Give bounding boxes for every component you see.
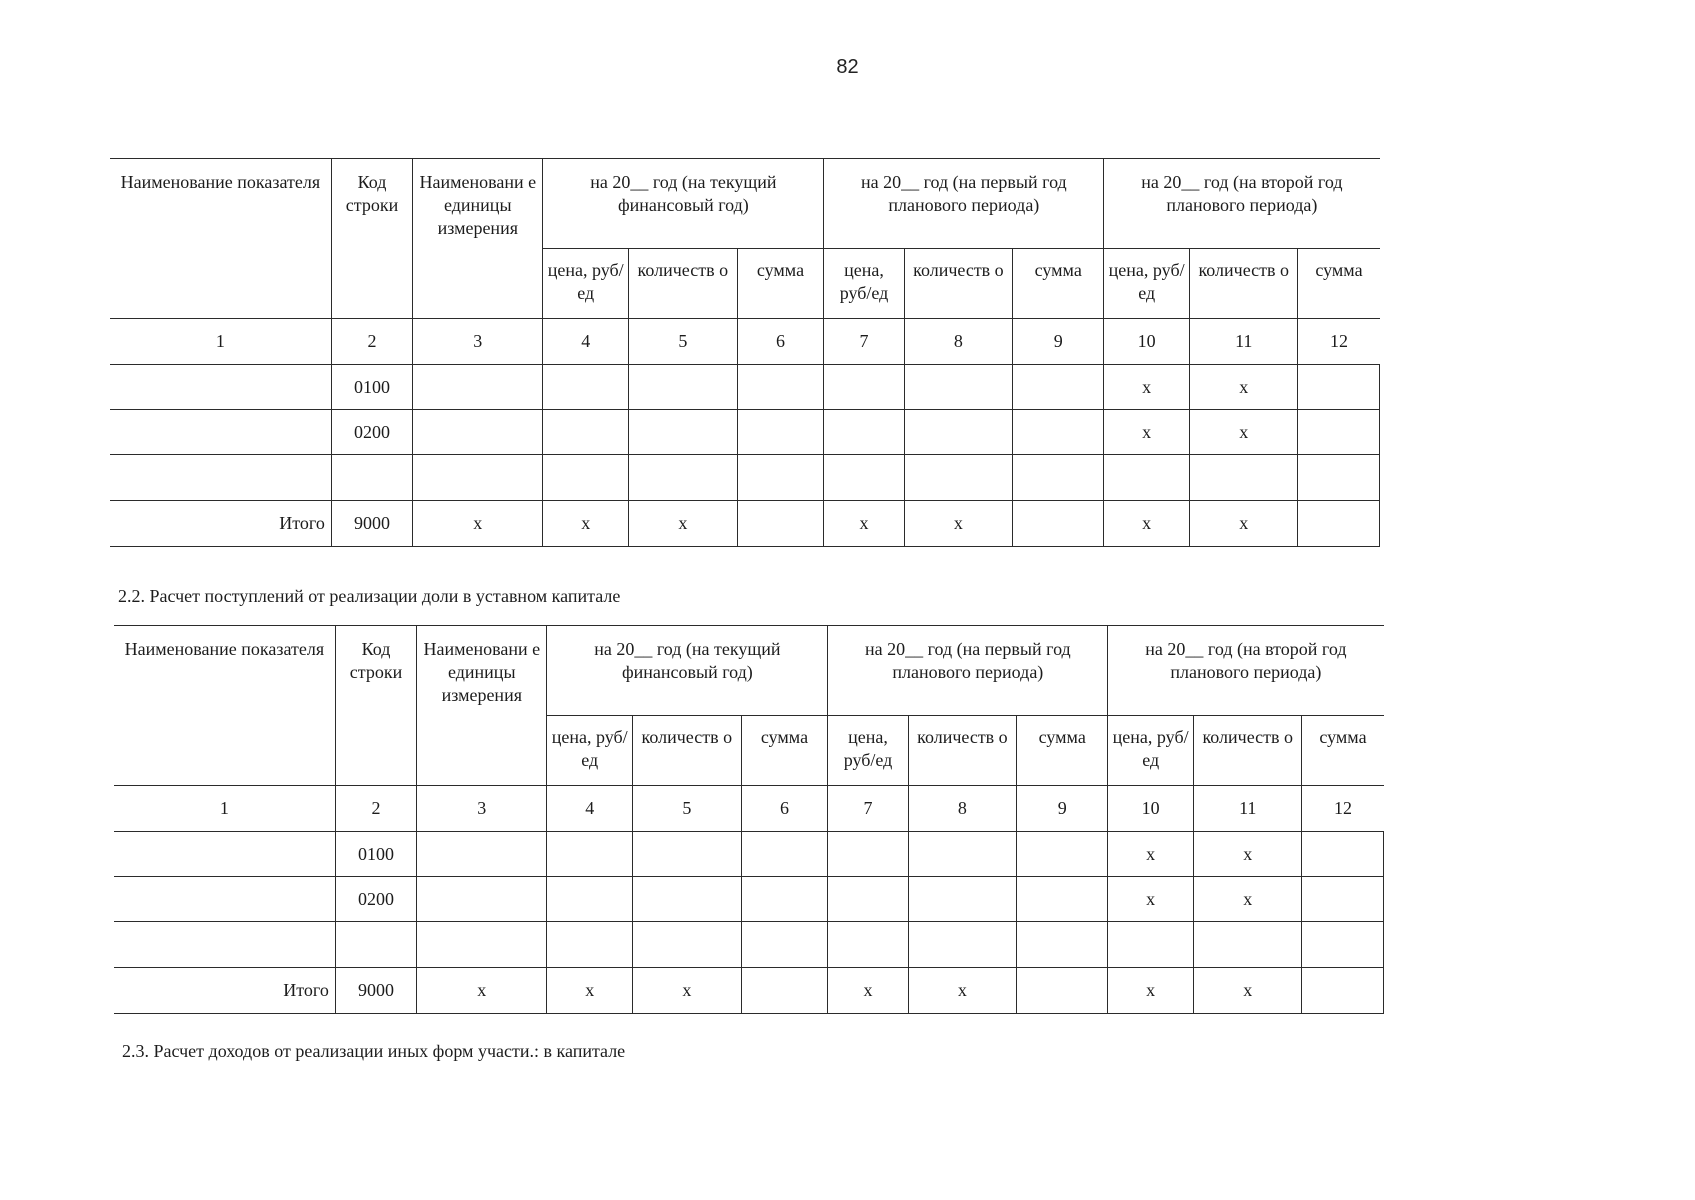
header-year-current: на 20__ год (на текущий финансовый год): [543, 159, 824, 249]
cell-price[interactable]: [543, 410, 629, 455]
column-number: 7: [828, 786, 908, 832]
total-cell-x: х: [547, 968, 633, 1014]
header-row-code: Код строки: [335, 626, 416, 786]
column-number: 10: [1108, 786, 1194, 832]
cell-sum[interactable]: [1013, 365, 1104, 410]
column-number: 1: [110, 319, 331, 365]
total-label: Итого: [114, 968, 335, 1014]
header-unit: Наименовани е единицы измерения: [413, 159, 543, 319]
cell-quantity-x: х: [1190, 365, 1298, 410]
column-number: 12: [1298, 319, 1380, 365]
cell-price-x: х: [1108, 832, 1194, 877]
header-indicator: Наименование показателя: [114, 626, 335, 786]
header-price: цена, руб/ед: [1104, 249, 1190, 319]
cell-unit[interactable]: [417, 922, 547, 968]
cell-sum[interactable]: [741, 922, 828, 968]
header-quantity: количеств о: [629, 249, 737, 319]
header-indicator: Наименование показателя: [110, 159, 331, 319]
total-cell-x: х: [413, 501, 543, 547]
cell-indicator[interactable]: [114, 832, 335, 877]
cell-sum[interactable]: [741, 832, 828, 877]
cell-sum[interactable]: [737, 410, 824, 455]
cell-row-code: 0200: [331, 410, 412, 455]
total-cell-x: х: [1190, 501, 1298, 547]
cell-quantity[interactable]: [904, 455, 1012, 501]
column-number: 2: [331, 319, 412, 365]
header-price: цена, руб/ед: [1108, 716, 1194, 786]
cell-sum[interactable]: [1298, 365, 1380, 410]
cell-price[interactable]: [824, 410, 904, 455]
cell-price-x: х: [1108, 877, 1194, 922]
header-price: цена, руб/ед: [547, 716, 633, 786]
cell-unit[interactable]: [413, 365, 543, 410]
column-number: 11: [1190, 319, 1298, 365]
header-sum: сумма: [1302, 716, 1384, 786]
total-sum[interactable]: [1298, 501, 1380, 547]
header-sum: сумма: [737, 249, 824, 319]
total-row: [114, 968, 1384, 1014]
cell-sum[interactable]: [1302, 832, 1384, 877]
cell-quantity[interactable]: [629, 410, 737, 455]
total-cell-x: х: [908, 968, 1016, 1014]
table-row: [110, 365, 1380, 410]
cell-sum[interactable]: [1298, 455, 1380, 501]
cell-price[interactable]: [1104, 455, 1190, 501]
header-row-code: Код строки: [331, 159, 412, 319]
cell-price[interactable]: [828, 832, 908, 877]
page-number: 82: [836, 56, 859, 78]
header-year-second: на 20__ год (на второй год планового периода): [1104, 159, 1380, 249]
section-title-2-2: 2.2. Расчет поступлений от реализации доли в уставном капитале: [118, 586, 621, 606]
cell-quantity[interactable]: [633, 832, 741, 877]
header-year-first: на 20__ год (на первый год планового периода): [828, 626, 1108, 716]
table-2-2: [114, 625, 1384, 1014]
header-sum: сумма: [741, 716, 828, 786]
total-cell-x: х: [824, 501, 904, 547]
header-price: цена, руб/ед: [828, 716, 908, 786]
total-sum[interactable]: [741, 968, 828, 1014]
column-number: 3: [417, 786, 547, 832]
cell-indicator[interactable]: [110, 410, 331, 455]
cell-quantity[interactable]: [908, 922, 1016, 968]
cell-price[interactable]: [543, 455, 629, 501]
cell-price[interactable]: [828, 877, 908, 922]
total-label: Итого: [110, 501, 331, 547]
column-number: 6: [741, 786, 828, 832]
cell-quantity[interactable]: [904, 410, 1012, 455]
total-cell-x: х: [828, 968, 908, 1014]
total-sum[interactable]: [1013, 501, 1104, 547]
cell-sum[interactable]: [1017, 922, 1108, 968]
cell-sum[interactable]: [1302, 922, 1384, 968]
header-quantity: количеств о: [1194, 716, 1302, 786]
cell-indicator[interactable]: [114, 877, 335, 922]
total-cell-x: х: [904, 501, 1012, 547]
cell-quantity[interactable]: [1190, 455, 1298, 501]
column-number: 4: [547, 786, 633, 832]
cell-sum[interactable]: [737, 365, 824, 410]
cell-price[interactable]: [547, 922, 633, 968]
cell-price[interactable]: [828, 922, 908, 968]
cell-price[interactable]: [1108, 922, 1194, 968]
cell-quantity[interactable]: [629, 455, 737, 501]
cell-quantity[interactable]: [908, 877, 1016, 922]
total-cell-x: х: [1194, 968, 1302, 1014]
total-cell-x: х: [417, 968, 547, 1014]
total-sum[interactable]: [1017, 968, 1108, 1014]
header-sum: сумма: [1013, 249, 1104, 319]
column-number: 2: [335, 786, 416, 832]
cell-price[interactable]: [824, 365, 904, 410]
cell-indicator[interactable]: [114, 922, 335, 968]
table-row: [110, 410, 1380, 455]
total-cell-x: х: [1104, 501, 1190, 547]
column-number: 9: [1013, 319, 1104, 365]
column-number: 5: [629, 319, 737, 365]
header-unit: Наименовани е единицы измерения: [417, 626, 547, 786]
cell-indicator[interactable]: [110, 365, 331, 410]
cell-row-code[interactable]: [335, 922, 416, 968]
cell-sum[interactable]: [741, 877, 828, 922]
cell-price[interactable]: [547, 832, 633, 877]
cell-sum[interactable]: [1017, 877, 1108, 922]
column-number: 12: [1302, 786, 1384, 832]
cell-quantity[interactable]: [904, 365, 1012, 410]
table-row: [114, 877, 1384, 922]
total-cell-x: х: [543, 501, 629, 547]
header-quantity: количеств о: [908, 716, 1016, 786]
indicator-table: [110, 158, 1380, 547]
cell-sum[interactable]: [1013, 455, 1104, 501]
cell-unit[interactable]: [417, 832, 547, 877]
column-number: 3: [413, 319, 543, 365]
header-price: цена, руб/ед: [824, 249, 904, 319]
cell-indicator[interactable]: [110, 455, 331, 501]
header-sum: сумма: [1017, 716, 1108, 786]
column-number: 8: [908, 786, 1016, 832]
total-code: 9000: [331, 501, 412, 547]
cell-row-code: 0100: [335, 832, 416, 877]
cell-price[interactable]: [824, 455, 904, 501]
column-number: 10: [1104, 319, 1190, 365]
header-quantity: количеств о: [633, 716, 741, 786]
column-number: 9: [1017, 786, 1108, 832]
cell-quantity[interactable]: [908, 832, 1016, 877]
cell-sum[interactable]: [737, 455, 824, 501]
cell-row-code[interactable]: [331, 455, 412, 501]
column-number: 5: [633, 786, 741, 832]
header-year-second: на 20__ год (на второй год планового периода): [1108, 626, 1384, 716]
header-quantity: количеств о: [1190, 249, 1298, 319]
header-year-current: на 20__ год (на текущий финансовый год): [547, 626, 828, 716]
column-number: 11: [1194, 786, 1302, 832]
column-number: 8: [904, 319, 1012, 365]
cell-sum[interactable]: [1017, 832, 1108, 877]
cell-price-x: х: [1104, 410, 1190, 455]
indicator-table: [114, 625, 1384, 1014]
column-number: 1: [114, 786, 335, 832]
cell-price[interactable]: [547, 877, 633, 922]
cell-price[interactable]: [543, 365, 629, 410]
cell-row-code: 0100: [331, 365, 412, 410]
column-number: 6: [737, 319, 824, 365]
total-sum[interactable]: [1302, 968, 1384, 1014]
cell-quantity-x: х: [1194, 877, 1302, 922]
total-cell-x: х: [633, 968, 741, 1014]
cell-quantity[interactable]: [633, 877, 741, 922]
cell-quantity-x: х: [1194, 832, 1302, 877]
cell-unit[interactable]: [413, 410, 543, 455]
header-quantity: количеств о: [904, 249, 1012, 319]
header-sum: сумма: [1298, 249, 1380, 319]
cell-quantity[interactable]: [1194, 922, 1302, 968]
header-year-first: на 20__ год (на первый год планового периода): [824, 159, 1104, 249]
cell-unit[interactable]: [417, 877, 547, 922]
section-title-2-3: 2.3. Расчет доходов от реализации иных форм участи.: в капитале: [122, 1041, 626, 1061]
table-row: [114, 832, 1384, 877]
total-sum[interactable]: [737, 501, 824, 547]
table-row: [114, 922, 1384, 968]
cell-price-x: х: [1104, 365, 1190, 410]
column-number: 7: [824, 319, 904, 365]
cell-quantity[interactable]: [629, 365, 737, 410]
cell-quantity[interactable]: [633, 922, 741, 968]
table-row: [110, 455, 1380, 501]
cell-sum[interactable]: [1013, 410, 1104, 455]
cell-unit[interactable]: [413, 455, 543, 501]
cell-sum[interactable]: [1302, 877, 1384, 922]
cell-quantity-x: х: [1190, 410, 1298, 455]
total-cell-x: х: [1108, 968, 1194, 1014]
total-code: 9000: [335, 968, 416, 1014]
column-number: 4: [543, 319, 629, 365]
cell-sum[interactable]: [1298, 410, 1380, 455]
total-row: [110, 501, 1380, 547]
header-price: цена, руб/ед: [543, 249, 629, 319]
total-cell-x: х: [629, 501, 737, 547]
cell-row-code: 0200: [335, 877, 416, 922]
table-2-1: [110, 158, 1380, 547]
